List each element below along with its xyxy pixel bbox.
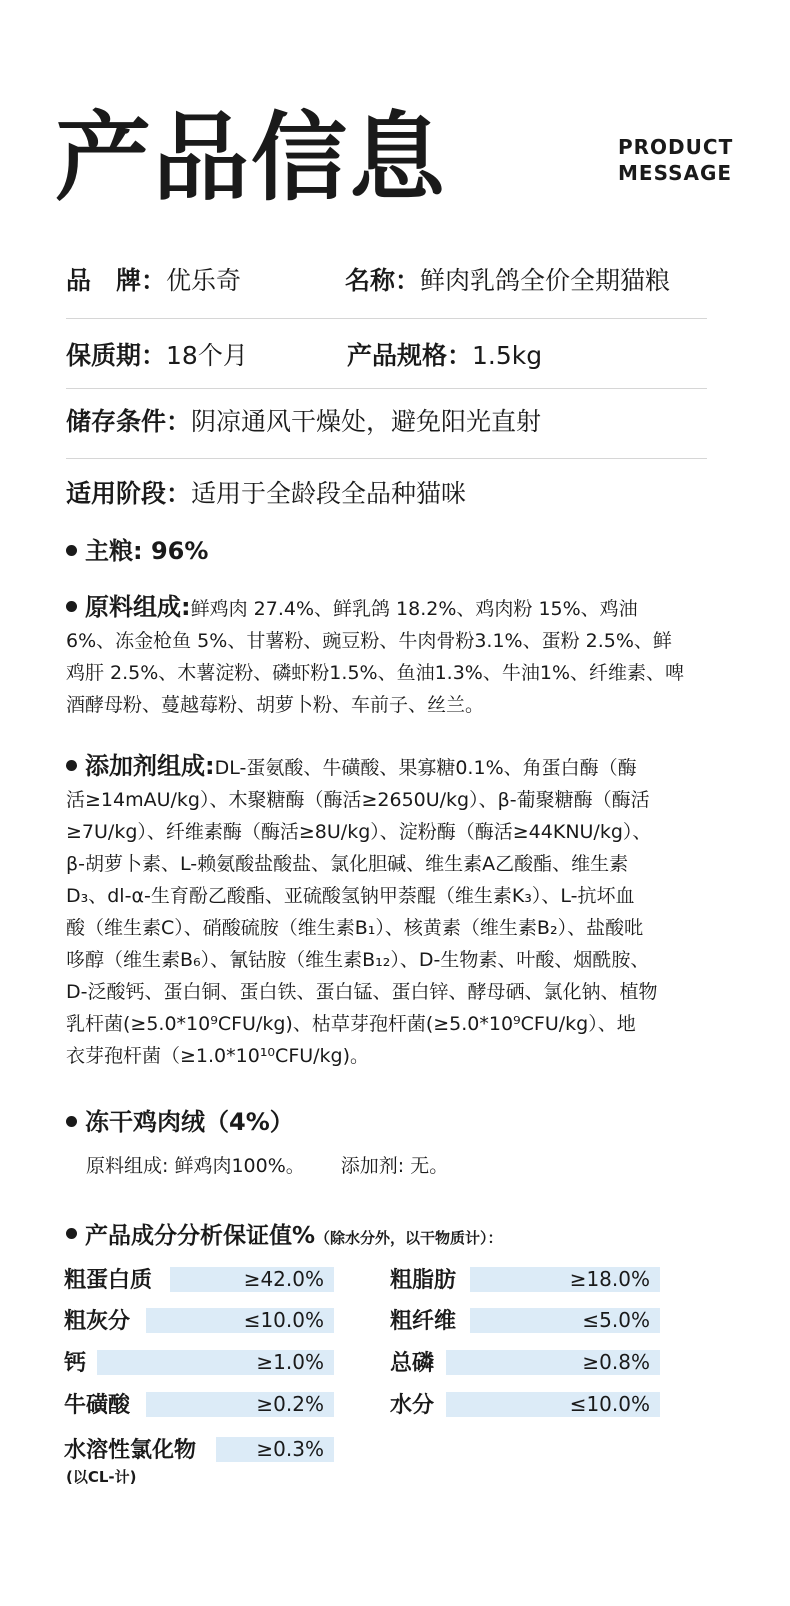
nutrient-value: ≤10.0% [446, 1392, 660, 1417]
nutrient-label: 粗灰分 [64, 1309, 131, 1334]
nutrient-value: ≥1.0% [97, 1350, 334, 1375]
bullet-dot [66, 1116, 77, 1127]
raw-materials-section [66, 591, 712, 721]
raw-materials-line: 6%、冻金枪鱼 5%、甘薯粉、豌豆粉、牛肉骨粉3.1%、蛋粉 2.5%、鲜 [66, 630, 672, 652]
nutrient-value: ≥18.0% [470, 1267, 660, 1292]
nutrient-label: 粗脂肪 [390, 1268, 457, 1293]
divider [66, 318, 707, 319]
nutrient-value: ≥42.0% [170, 1267, 334, 1292]
main-grain-text: 主粮: 96% [85, 537, 209, 565]
freeze-dried-additive: 添加剂: 无。 [340, 1155, 449, 1177]
additives-line: 衣芽孢杆菌（≥1.0*10¹⁰CFU/kg)。 [66, 1045, 370, 1067]
analysis-title: 产品成分分析保证值% [85, 1223, 316, 1249]
name-value: 鲜肉乳鸽全价全期猫粮 [420, 266, 671, 295]
bullet-dot [66, 760, 77, 771]
bullet-dot [66, 1228, 77, 1239]
additives-heading: 添加剂组成: [85, 752, 215, 780]
nutrient-value: ≥0.2% [146, 1392, 334, 1417]
raw-materials-line: 鸡肝 2.5%、木薯淀粉、磷虾粉1.5%、鱼油1.3%、牛油1%、纤维素、啤 [66, 662, 684, 684]
additives-line: ≥7U/kg）、纤维素酶（酶活≥8U/kg）、淀粉酶（酶活≥44KNU/kg）、 [66, 821, 652, 843]
brand-value: 优乐奇 [166, 266, 242, 295]
nutrient-label: 水溶性氯化物 [64, 1438, 197, 1463]
subtitle-line-1: PRODUCT [618, 135, 734, 159]
analysis-title-note: （除水分外，以干物质计）： [315, 1229, 503, 1247]
bullet-dot [66, 545, 77, 556]
brand-row [66, 265, 241, 297]
additives-line: 酸（维生素C）、硝酸硫胺（维生素B₁）、核黄素（维生素B₂）、盐酸吡 [66, 917, 644, 939]
nutrient-value: ≤10.0% [146, 1308, 334, 1333]
additives-line: 活≥14mAU/kg）、木聚糖酶（酶活≥2650U/kg）、β-葡聚糖酶（酶活 [66, 789, 650, 811]
nutrient-label: 粗蛋白质 [64, 1268, 153, 1293]
additives-line: 哆醇（维生素B₆）、氰钴胺（维生素B₁₂）、D-生物素、叶酸、烟酰胺、 [66, 949, 650, 971]
main-grain-section [66, 535, 712, 569]
additives-line: DL-蛋氨酸、牛磺酸、果寡糖0.1%、角蛋白酶（酶 [214, 757, 637, 779]
additives-line: 乳杆菌(≥5.0*10⁹CFU/kg)、枯草芽孢杆菌(≥5.0*10⁹CFU/kg）、地 [66, 1013, 636, 1035]
page-subtitle [618, 134, 733, 186]
nutrient-label: 牛磺酸 [64, 1393, 131, 1418]
nutrient-label: 水分 [390, 1393, 435, 1418]
additives-line: D-泛酸钙、蛋白铜、蛋白铁、蛋白锰、蛋白锌、酵母硒、氯化钠、植物 [66, 981, 658, 1003]
shelf-life-value: 18个月 [166, 341, 248, 370]
nutrient-label: 粗纤维 [390, 1309, 457, 1334]
spec-row [347, 340, 542, 372]
divider [66, 388, 707, 389]
analysis-heading [66, 1220, 503, 1254]
stage-value: 适用于全龄段全品种猫咪 [191, 479, 467, 508]
nutrient-value: ≥0.8% [446, 1350, 660, 1375]
raw-materials-line: 鲜鸡肉 27.4%、鲜乳鸽 18.2%、鸡肉粉 15%、鸡油 [190, 598, 638, 620]
nutrient-label: 钙 [64, 1351, 87, 1376]
nutrient-label: 总磷 [390, 1351, 435, 1376]
raw-materials-line: 酒酵母粉、蔓越莓粉、胡萝卜粉、车前子、丝兰。 [66, 694, 485, 716]
storage-value: 阴凉通风干燥处，避免阳光直射 [191, 407, 542, 436]
bullet-dot [66, 601, 77, 612]
divider [66, 458, 707, 459]
nutrient-value: ≤5.0% [470, 1308, 660, 1333]
name-row [345, 265, 670, 297]
subtitle-line-2: MESSAGE [618, 161, 733, 185]
chloride-note: (以CL-计) [66, 1468, 137, 1486]
freeze-dried-details [86, 1153, 448, 1179]
spec-value: 1.5kg [472, 341, 543, 370]
additives-section [66, 750, 712, 1072]
storage-label: 储存条件： [66, 407, 192, 436]
name-label: 名称： [345, 266, 421, 295]
storage-row [66, 406, 541, 438]
freeze-dried-section [66, 1106, 712, 1140]
brand-label: 品 牌： [66, 266, 167, 295]
freeze-dried-heading: 冻干鸡肉绒（4%） [85, 1108, 294, 1136]
page-title: 产品信息 [55, 102, 447, 214]
shelf-life-label: 保质期： [66, 341, 167, 370]
freeze-dried-raw: 原料组成: 鲜鸡肉100%。 [86, 1155, 305, 1177]
raw-materials-heading: 原料组成: [85, 593, 191, 621]
shelf-life-row [66, 340, 248, 372]
additives-line: D₃、dl-α-生育酚乙酸酯、亚硫酸氢钠甲萘醌（维生素K₃）、L-抗坏血 [66, 885, 635, 907]
stage-row [66, 478, 466, 510]
additives-line: β-胡萝卜素、L-赖氨酸盐酸盐、氯化胆碱、维生素A乙酸酯、维生素 [66, 853, 629, 875]
nutrient-value: ≥0.3% [216, 1437, 334, 1462]
spec-label: 产品规格： [347, 341, 473, 370]
stage-label: 适用阶段： [66, 479, 192, 508]
